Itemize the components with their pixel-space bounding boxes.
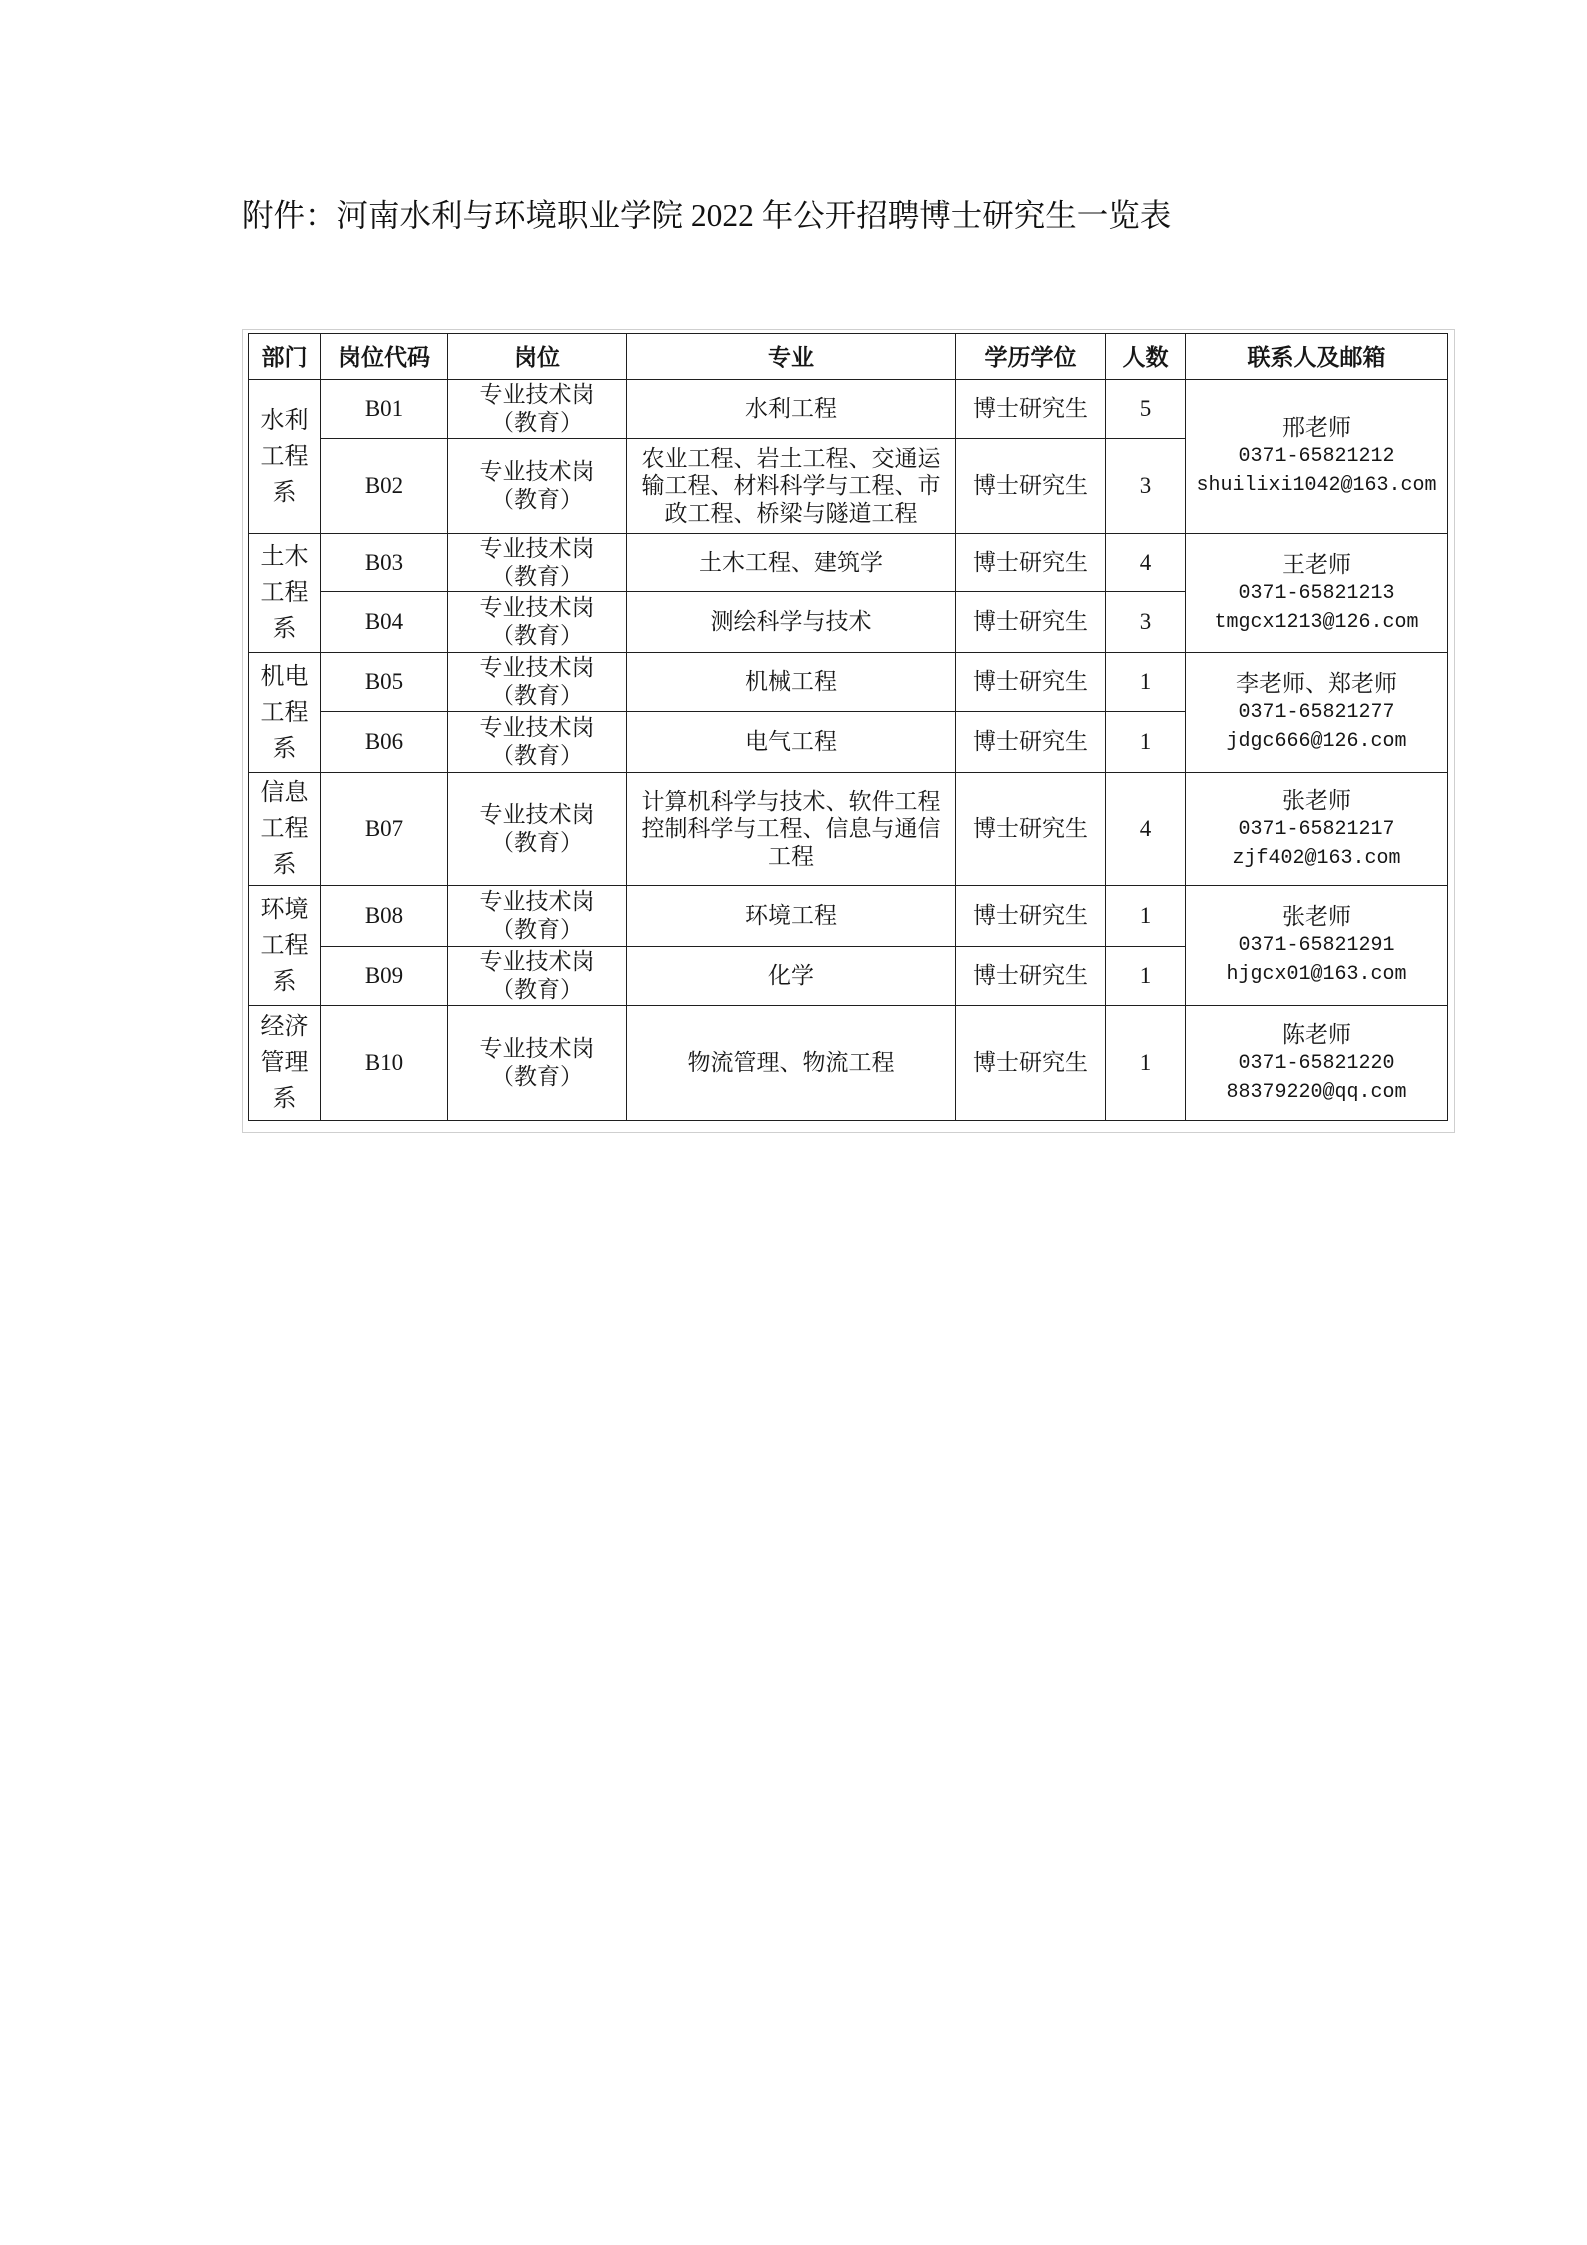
header-post: 岗位: [448, 334, 627, 380]
post-code-cell: B04: [321, 592, 448, 653]
post-code-cell: B10: [321, 1006, 448, 1121]
post-note: （教育）: [491, 977, 583, 1002]
table-row: [249, 653, 1448, 712]
major-text: 计算机科学与技术、软件工程控制科学与工程、信息与通信工程: [641, 788, 941, 869]
post-cell: [448, 439, 627, 534]
degree-cell: 博士研究生: [956, 1006, 1106, 1121]
header-contact: 联系人及邮箱: [1186, 334, 1448, 380]
degree-cell: 博士研究生: [956, 886, 1106, 947]
contact-phone: 0371-65821217: [1238, 817, 1395, 841]
post-code-cell: B01: [321, 380, 448, 439]
major-cell: [627, 712, 956, 773]
recruitment-table: [248, 333, 1448, 1121]
table-row: [249, 773, 1448, 886]
post-title: 专业技术岗: [479, 715, 595, 740]
post-code-cell: B03: [321, 534, 448, 592]
department-cell: [249, 380, 321, 534]
post-note: （教育）: [491, 487, 583, 512]
header-count: 人数: [1106, 334, 1186, 380]
contact-phone: 0371-65821220: [1238, 1051, 1395, 1075]
contact-email: shuilixi1042@163.com: [1196, 474, 1437, 497]
table-row: [249, 534, 1448, 592]
contact-cell: [1186, 1006, 1448, 1121]
post-title: 专业技术岗: [479, 595, 595, 620]
contact-phone: 0371-65821277: [1238, 701, 1395, 724]
major-cell: [627, 1006, 956, 1121]
post-note: （教育）: [491, 830, 583, 855]
post-code-cell: B08: [321, 886, 448, 947]
department-cell: [249, 886, 321, 1006]
major-text: 物流管理、物流工程: [687, 1050, 895, 1076]
contact-name: 王老师: [1282, 551, 1351, 577]
contact-cell: [1186, 534, 1448, 653]
major-cell: [627, 592, 956, 653]
count-cell: 4: [1106, 773, 1186, 886]
count-cell: 5: [1106, 380, 1186, 439]
major-text: 农业工程、岩土工程、交通运输工程、材料科学与工程、市政工程、桥梁与隧道工程: [641, 445, 941, 526]
post-title: 专业技术岗: [479, 802, 595, 827]
post-cell: [448, 886, 627, 947]
header-major: 专业: [627, 334, 956, 380]
contact-cell: [1186, 886, 1448, 1006]
post-title: 专业技术岗: [479, 459, 595, 484]
count-cell: 1: [1106, 653, 1186, 712]
degree-cell: 博士研究生: [956, 773, 1106, 886]
table-row: [249, 886, 1448, 947]
contact-name: 李老师、郑老师: [1236, 671, 1397, 696]
department-cell: [249, 1006, 321, 1121]
post-title: 专业技术岗: [479, 1036, 595, 1061]
department-cell: [249, 653, 321, 773]
post-note: （教育）: [491, 683, 583, 708]
department-name: 机电工程系: [260, 663, 309, 762]
post-title: 专业技术岗: [479, 655, 595, 680]
major-cell: [627, 534, 956, 592]
post-note: （教育）: [491, 410, 583, 435]
department-name: 经济管理系: [260, 1014, 309, 1112]
post-code-cell: B06: [321, 712, 448, 773]
post-note: （教育）: [491, 563, 583, 589]
post-cell: [448, 380, 627, 439]
count-cell: 1: [1106, 886, 1186, 947]
degree-cell: 博士研究生: [956, 380, 1106, 439]
table-row: [249, 380, 1448, 439]
header-post-code: 岗位代码: [321, 334, 448, 380]
post-cell: [448, 653, 627, 712]
degree-cell: 博士研究生: [956, 712, 1106, 773]
major-text: 电气工程: [744, 729, 837, 755]
degree-cell: 博士研究生: [956, 653, 1106, 712]
post-title: 专业技术岗: [479, 382, 595, 407]
contact-name: 张老师: [1282, 904, 1351, 929]
table-header-row: [249, 334, 1448, 380]
post-cell: [448, 534, 627, 592]
post-code-cell: B05: [321, 653, 448, 712]
post-title: 专业技术岗: [479, 889, 595, 914]
post-note: （教育）: [491, 917, 583, 942]
page-title: 附件：河南水利与环境职业学院 2022 年公开招聘博士研究生一览表: [242, 198, 1172, 233]
post-note: （教育）: [491, 743, 583, 768]
department-name: 水利工程系: [260, 407, 309, 506]
contact-phone: 0371-65821291: [1238, 934, 1395, 957]
contact-phone: 0371-65821213: [1238, 581, 1395, 605]
contact-cell: [1186, 653, 1448, 773]
post-code-cell: B09: [321, 947, 448, 1006]
count-cell: 3: [1106, 439, 1186, 534]
contact-cell: [1186, 773, 1448, 886]
major-text: 机械工程: [744, 669, 837, 695]
department-cell: [249, 773, 321, 886]
contact-name: 邢老师: [1282, 415, 1351, 440]
post-cell: [448, 1006, 627, 1121]
contact-name: 张老师: [1282, 787, 1351, 813]
post-code-cell: B07: [321, 773, 448, 886]
department-name: 信息工程系: [260, 780, 309, 878]
contact-email: hjgcx01@163.com: [1226, 963, 1407, 986]
count-cell: 1: [1106, 1006, 1186, 1121]
contact-email: tmgcx1213@126.com: [1214, 610, 1419, 634]
degree-cell: 博士研究生: [956, 439, 1106, 534]
count-cell: 1: [1106, 712, 1186, 773]
table-row: [249, 1006, 1448, 1121]
post-cell: [448, 592, 627, 653]
header-degree: 学历学位: [956, 334, 1106, 380]
degree-cell: 博士研究生: [956, 592, 1106, 653]
header-department: 部门: [249, 334, 321, 380]
post-title: 专业技术岗: [479, 949, 595, 974]
contact-email: 88379220@qq.com: [1226, 1080, 1407, 1104]
major-text: 土木工程、建筑学: [698, 549, 883, 575]
post-cell: [448, 712, 627, 773]
major-cell: [627, 380, 956, 439]
major-text: 水利工程: [744, 396, 837, 422]
count-cell: 4: [1106, 534, 1186, 592]
post-note: （教育）: [491, 623, 583, 648]
post-note: （教育）: [491, 1064, 583, 1089]
contact-email: zjf402@163.com: [1232, 846, 1401, 870]
table-image-frame: [242, 329, 1455, 1133]
post-code-cell: B02: [321, 439, 448, 534]
major-cell: [627, 773, 956, 886]
major-cell: [627, 886, 956, 947]
department-name: 环境工程系: [260, 896, 309, 995]
department-cell: [249, 534, 321, 653]
major-text: 测绘科学与技术: [710, 609, 872, 635]
post-cell: [448, 947, 627, 1006]
major-cell: [627, 947, 956, 1006]
post-cell: [448, 773, 627, 886]
degree-cell: 博士研究生: [956, 947, 1106, 1006]
post-title: 专业技术岗: [479, 535, 595, 561]
contact-email: jdgc666@126.com: [1226, 730, 1407, 753]
major-cell: [627, 439, 956, 534]
contact-name: 陈老师: [1282, 1021, 1351, 1047]
degree-cell: 博士研究生: [956, 534, 1106, 592]
major-text: 环境工程: [744, 903, 837, 929]
major-text: 化学: [767, 963, 814, 989]
major-cell: [627, 653, 956, 712]
count-cell: 1: [1106, 947, 1186, 1006]
count-cell: 3: [1106, 592, 1186, 653]
contact-phone: 0371-65821212: [1238, 445, 1395, 468]
department-name: 土木工程系: [260, 544, 309, 642]
contact-cell: [1186, 380, 1448, 534]
